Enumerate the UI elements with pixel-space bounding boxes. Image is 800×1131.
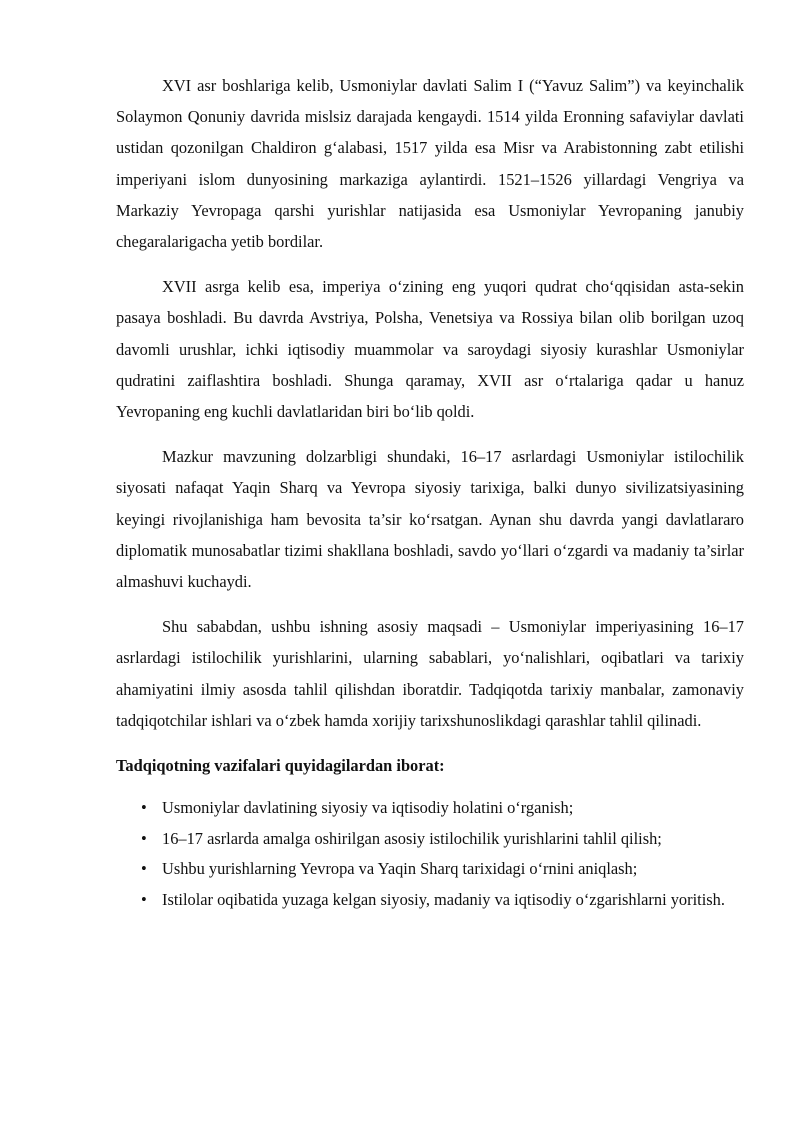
document-page [116,70,744,915]
list-item [116,824,744,855]
task-text: Istilolar oqibatida yuzaga kelgan siyosiy, madaniy va iqtisodiy o‘zgarishlarni yoritish. [162,889,725,909]
bullet-icon: • [141,828,147,848]
task-text: Ushbu yurishlarning Yevropa va Yaqin Sharq tarixidagi o‘rnini aniqlash; [162,859,638,879]
bullet-icon: • [141,859,147,879]
bullet-icon: • [141,798,147,818]
tasks-heading: Tadqiqotning vazifalari quyidagilardan iborat: [116,756,445,776]
list-item [116,854,744,885]
paragraph-topic-relevance: Mazkur mavzuning dolzarbligi shundaki, 16–17 asrlardagi Usmoniylar istilochilik siyosati nafaqat Yaqin Sharq va Yevropa siyosiy tarixiga, balki dunyo sivilizatsiyasining keyingi rivojlanishiga ham bevosita ta’sir ko‘rsatgan. Aynan shu davrda yangi davlatlararo diplomatik munosabatlar tizimi shakllana boshladi, savdo yo‘llari o‘zgardi va madaniy ta’sirlar almashuvi kuchaydi. [116,447,744,592]
paragraph-xvii-century-decline: XVII asrga kelib esa, imperiya o‘zining eng yuqori qudrat cho‘qqisidan asta-sekin pasaya boshladi. Bu davrda Avstriya, Polsha, Venetsiya va Rossiya bilan olib borilgan uzoq davomli urushlar, ichki iqtisodiy muammolar va saroydagi siyosiy kurashlar Usmoniylar qudratini zaiflashtira boshladi. Shunga qaramay, XVII asr o‘rtalariga qadar u hanuz Yevropaning eng kuchli davlatlaridan biri bo‘lib qoldi. [116,277,744,422]
bullet-icon: • [141,889,147,909]
tasks-list [116,793,744,915]
list-item [116,793,744,824]
task-text: 16–17 asrlarda amalga oshirilgan asosiy istilochilik yurishlarini tahlil qilish; [162,828,662,848]
paragraph-ottoman-expansion: XVI asr boshlariga kelib, Usmoniylar davlati Salim I (“Yavuz Salim”) va keyinchalik Solaymon Qonuniy davrida mislsiz darajada kengaydi. 1514 yilda Eronning safaviylar davlati ustidan qozonilgan Chaldiron g‘alabasi, 1517 yilda esa Misr va Arabistonning zabt etilishi imperiyani islom dunyosining markaziga aylantirdi. 1521–1526 yillardagi Vengriya va Markaziy Yevropaga qarshi yurishlar natijasida esa Usmoniylar Yevropaning janubiy chegaralarigacha yetib bordilar. [116,76,744,252]
task-text: Usmoniylar davlatining siyosiy va iqtisodiy holatini o‘rganish; [162,798,574,818]
paragraph-research-aim: Shu sababdan, ushbu ishning asosiy maqsadi – Usmoniylar imperiyasining 16–17 asrlardagi istilochilik yurishlarini, ularning sabablari, yo‘nalishlari, oqibatlari va tarixiy ahamiyatini ilmiy asosda tahlil qilishdan iboratdir. Tadqiqotda tarixiy manbalar, zamonaviy tadqiqotchilar ishlari va o‘zbek hamda xorijiy tarixshunoslikdagi qarashlar tahlil qilinadi. [116,617,744,730]
list-item [116,885,744,916]
